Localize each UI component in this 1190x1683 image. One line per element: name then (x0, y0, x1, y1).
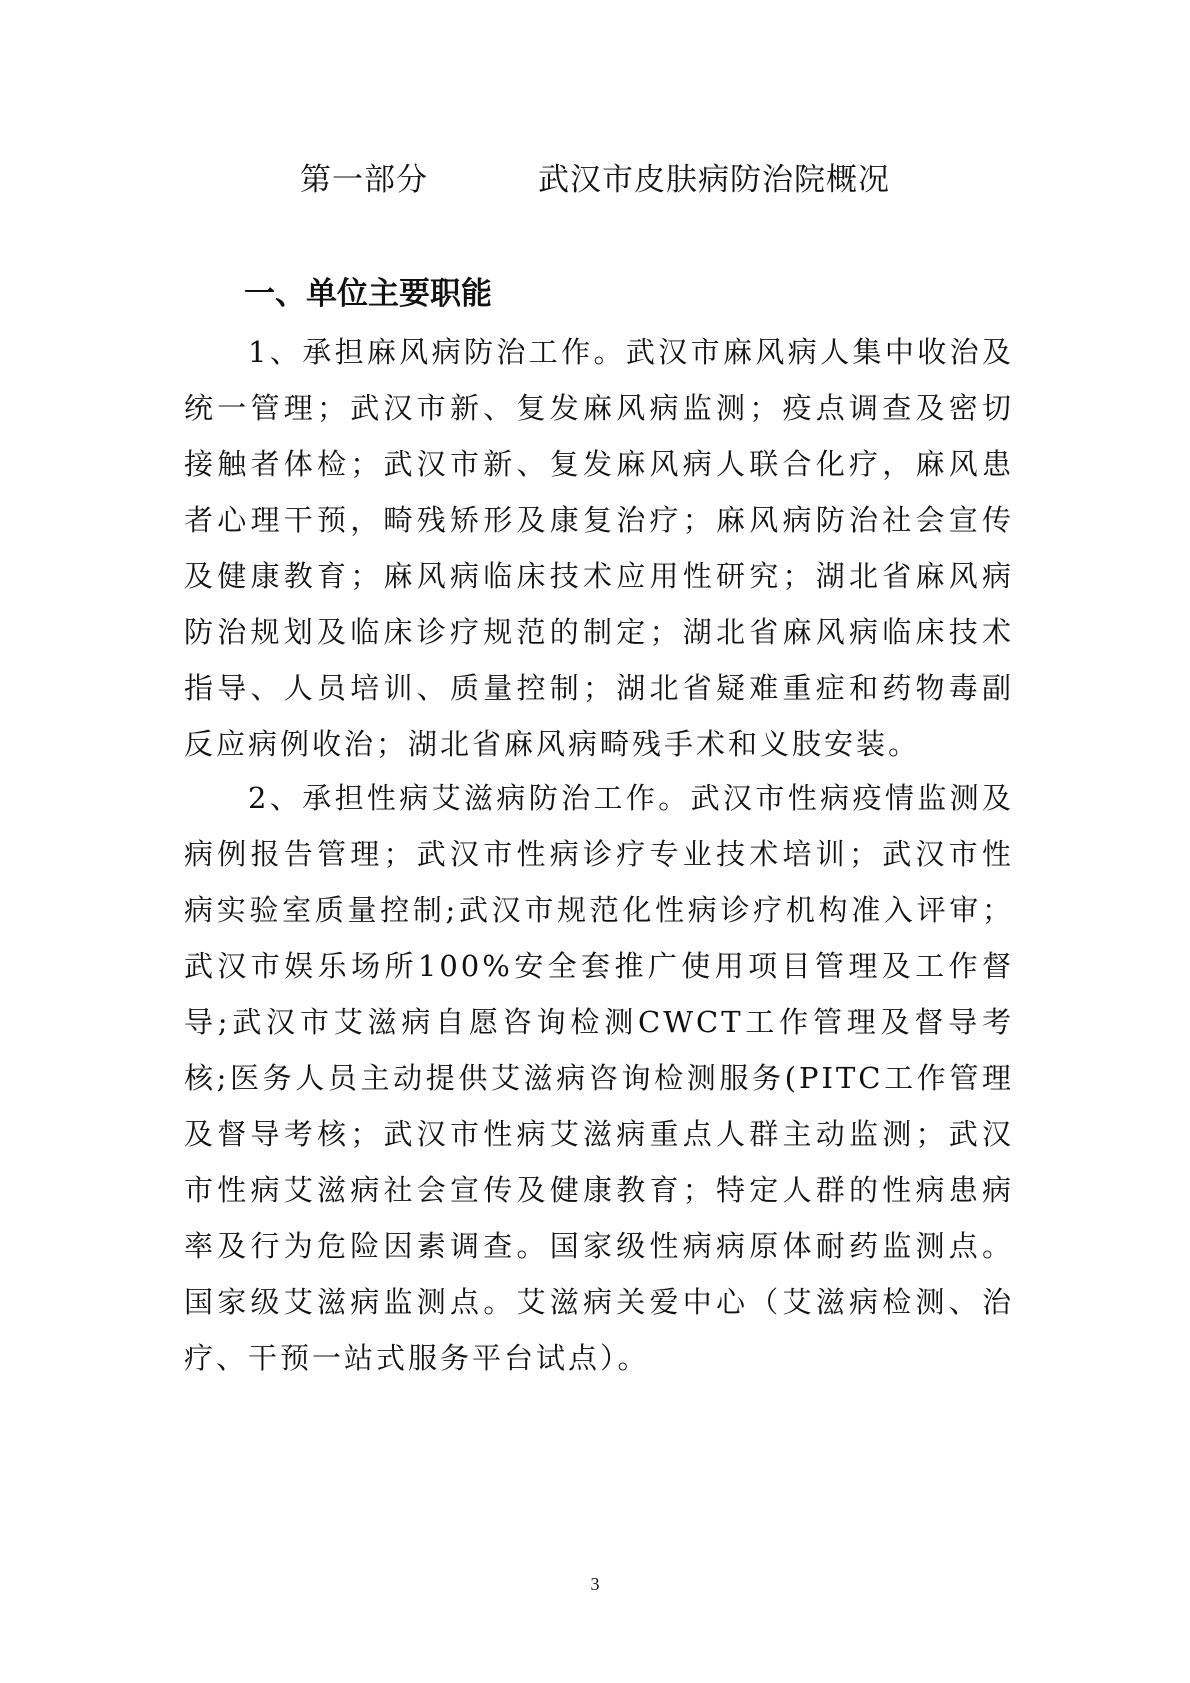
section-heading: 一、单位主要职能 (244, 276, 492, 312)
paragraph-std-aids-prevention: 2、承担性病艾滋病防治工作。武汉市性病疫情监测及病例报告管理；武汉市性病诊疗专业技术培训；武汉市性病实验室质量控制;武汉市规范化性病诊疗机构准入评审；武汉市娱乐场所100%安全套推广使用项目管理及工作督导;武汉市艾滋病自愿咨询检测CWCT工作管理及督导考核;医务人员主动提供艾滋病咨询检测服务(PITC工作管理及督导考核；武汉市性病艾滋病重点人群主动监测；武汉市性病艾滋病社会宣传及健康教育；特定人群的性病患病率及行为危险因素调查。国家级性病病原体耐药监测点。国家级艾滋病监测点。艾滋病关爱中心（艾滋病检测、治疗、干预一站式服务平台试点）。 (184, 781, 1014, 1375)
page-number: 3 (590, 1574, 600, 1594)
part-title (0, 154, 1190, 199)
paragraph-leprosy-prevention: 1、承担麻风病防治工作。武汉市麻风病人集中收治及统一管理；武汉市新、复发麻风病监测；疫点调查及密切接触者体检；武汉市新、复发麻风病人联合化疗，麻风患者心理干预，畸残矫形及康复治疗；麻风病防治社会宣传及健康教育；麻风病临床技术应用性研究；湖北省麻风病防治规划及临床诊疗规范的制定；湖北省麻风病临床技术指导、人员培训、质量控制；湖北省疑难重症和药物毒副反应病例收治；湖北省麻风病畸残手术和义肢安装。 (184, 335, 1014, 761)
part-title-text: 武汉市皮肤病防治院概况 (538, 162, 890, 198)
part-label: 第一部分 (300, 162, 428, 198)
